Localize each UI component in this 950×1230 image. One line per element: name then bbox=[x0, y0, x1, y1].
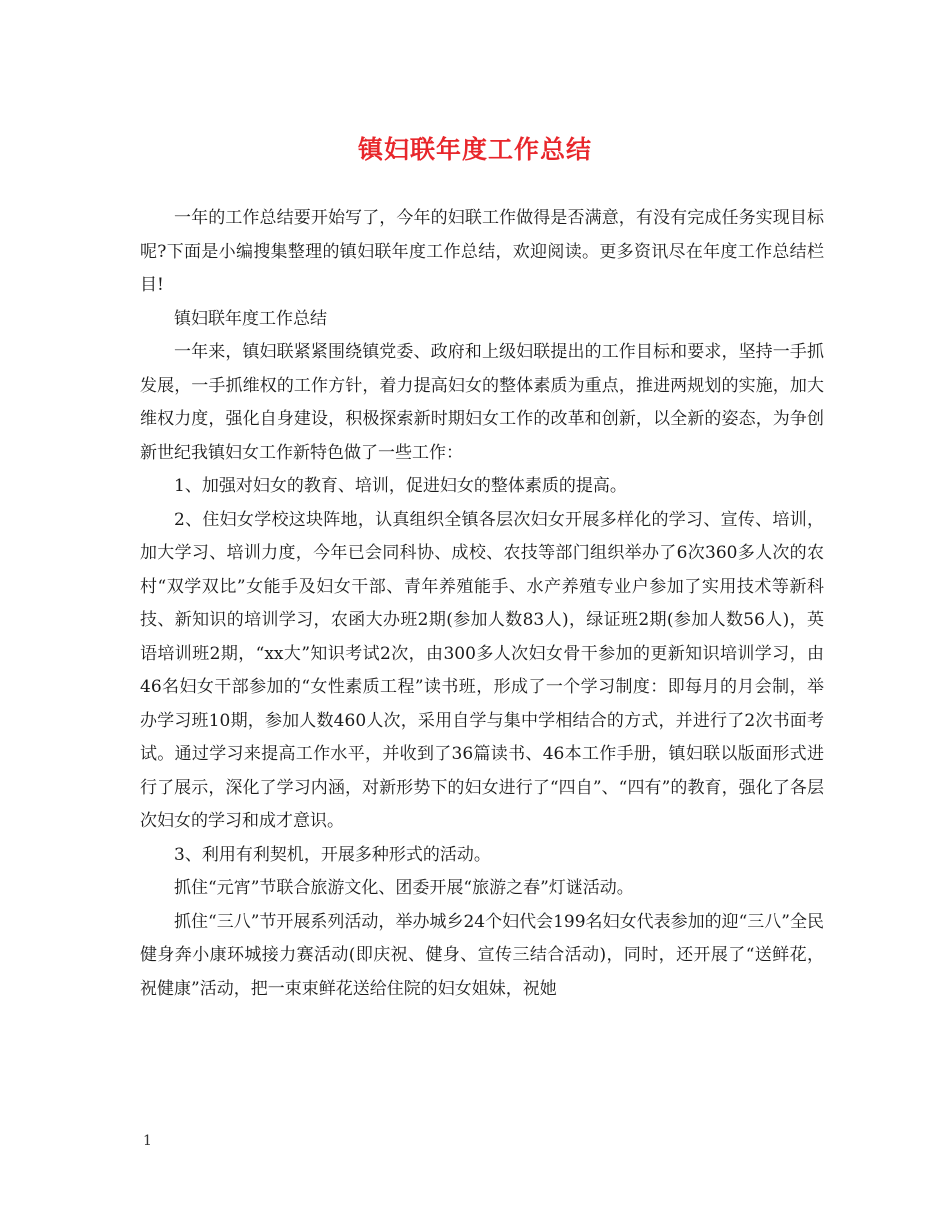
section-heading: 镇妇联年度工作总结 bbox=[174, 308, 327, 329]
item-2-paragraph: 2、住妇女学校这块阵地，认真组织全镇各层次妇女开展多样化的学习、宣传、培训，加大学习、培训力度，今年已会同科协、成校、农技等部门组织举办了6次360多人次的农村“双学双比”女能手及妇女干部、青年养殖能手、水产养殖专业户参加了实用技术等新科技、新知识的培训学习，农函大办班2期(参加人数83人)，绿证班2期(参加人数56人)，英语培训班2期，“xx大”知识考试2次，由300多人次妇女骨干参加的更新知识培训学习，由46名妇女干部参加的“女性素质工程”读书班，形成了一个学习制度：即每月的月会制，举办学习班10期，参加人数460人次，采用自学与集中学相结合的方式，并进行了2次书面考试。通过学习来提高工作水平，并收到了36篇读书、46本工作手册，镇妇联以版面形式进行了展示，深化了学习内涵，对新形势下的妇女进行了“四自”、“四有”的教育，强化了各层次妇女的学习和成才意识。 bbox=[140, 509, 824, 831]
womens-day-paragraph: 抓住“三八”节开展系列活动，举办城乡24个妇代会199名妇女代表参加的迎“三八”全民健身奔小康环城接力赛活动(即庆祝、健身、宣传三结合活动)，同时，还开展了“送鲜花，祝健康”活动，把一束束鲜花送给住院的妇女姐妹，祝她 bbox=[140, 911, 824, 999]
overview-paragraph: 一年来，镇妇联紧紧围绕镇党委、政府和上级妇联提出的工作目标和要求，坚持一手抓发展，一手抓维权的工作方针，着力提高妇女的整体素质为重点，推进两规划的实施，加大维权力度，强化自身建设，积极探索新时期妇女工作的改革和创新，以全新的姿态，为争创新世纪我镇妇女工作新特色做了一些工作： bbox=[140, 342, 824, 463]
item-3-paragraph: 3、利用有利契机，开展多种形式的活动。 bbox=[174, 844, 491, 865]
document-body bbox=[140, 202, 824, 1006]
item-1-paragraph: 1、加强对妇女的教育、培训，促进妇女的整体素质的提高。 bbox=[174, 476, 627, 496]
intro-paragraph: 一年的工作总结要开始写了，今年的妇联工作做得是否满意，有没有完成任务实现目标呢?下面是小编搜集整理的镇妇联年度工作总结，欢迎阅读。更多资讯尽在年度工作总结栏目! bbox=[140, 208, 824, 295]
document-title: 镇妇联年度工作总结 bbox=[357, 135, 592, 164]
page-number: 1 bbox=[143, 1133, 152, 1149]
lantern-festival-paragraph: 抓住“元宵”节联合旅游文化、团委开展“旅游之春”灯谜活动。 bbox=[174, 878, 634, 898]
